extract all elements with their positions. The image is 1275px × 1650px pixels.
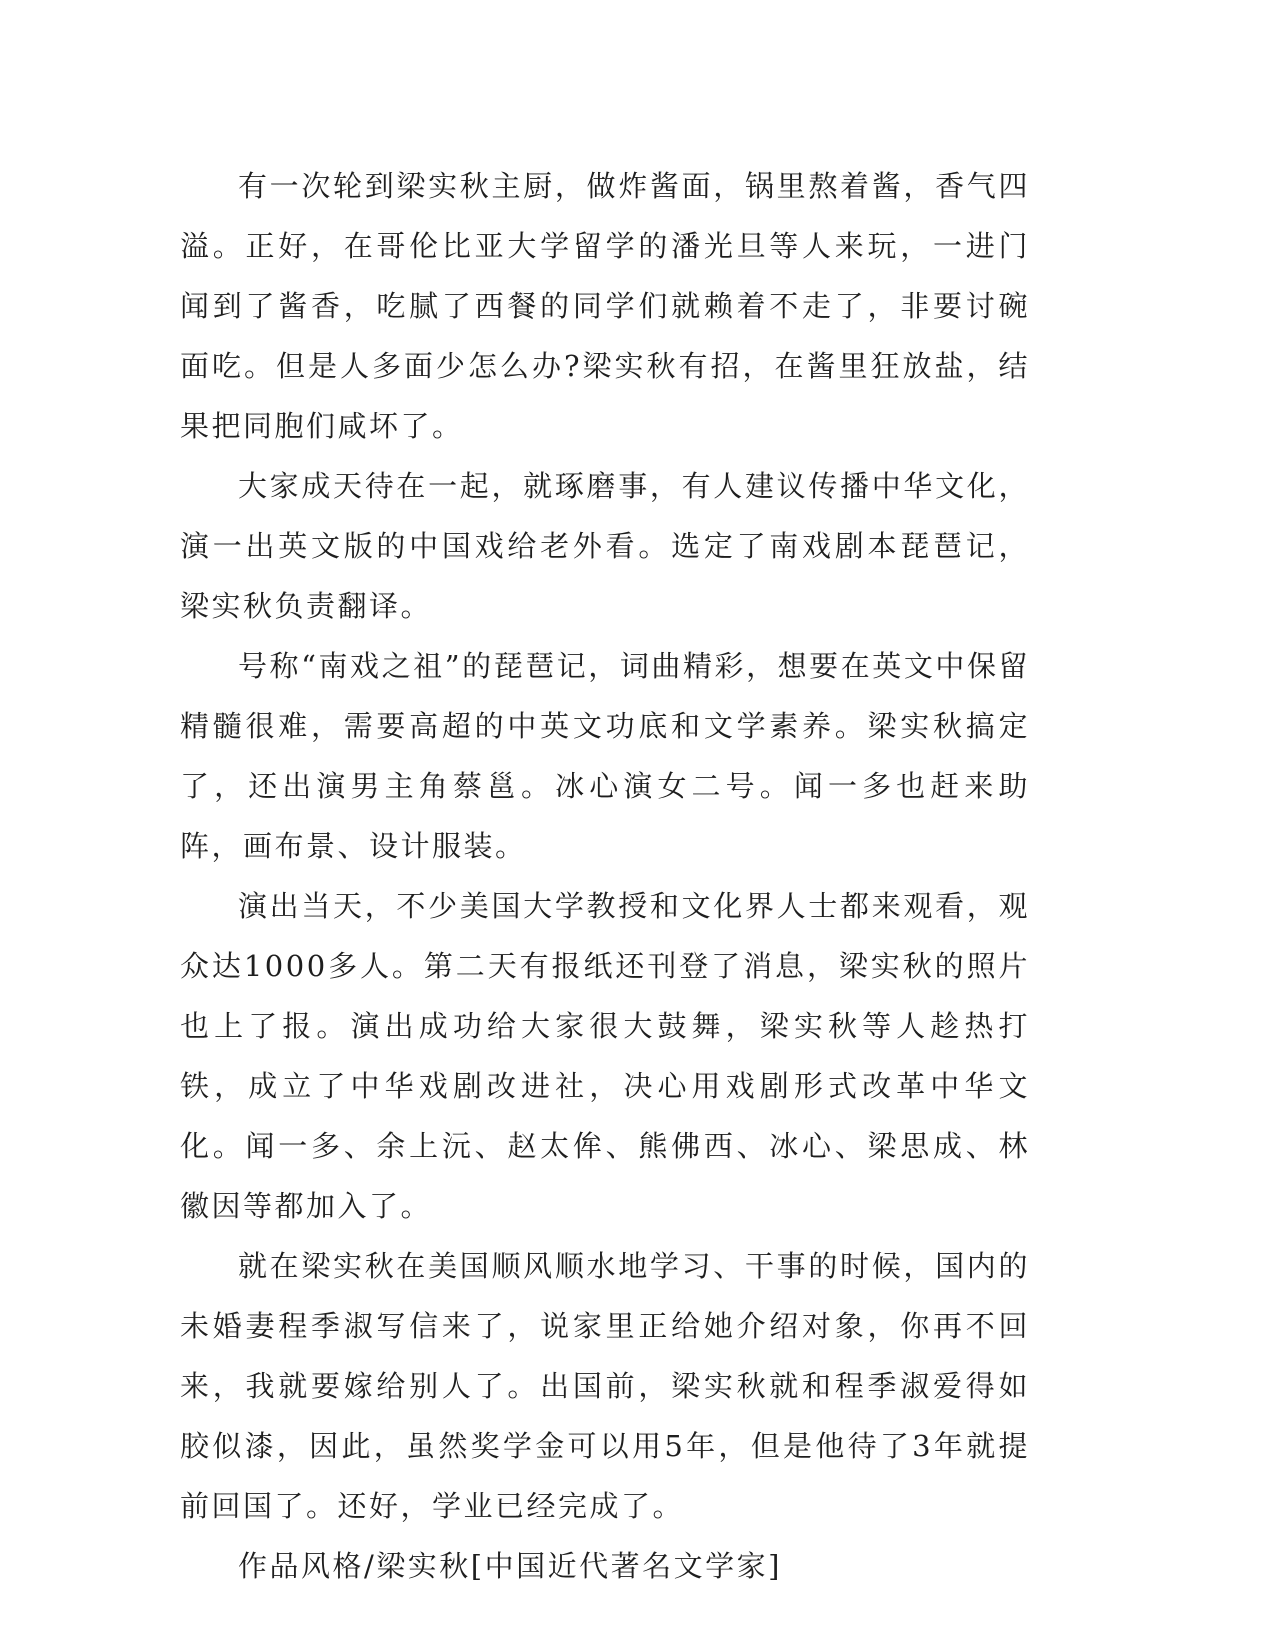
document-body	[180, 156, 1030, 1596]
paragraph-performance: 演出当天，不少美国大学教授和文化界人士都来观看，观众达1000多人。第二天有报纸还刊登了消息，梁实秋的照片也上了报。演出成功给大家很大鼓舞，梁实秋等人趁热打铁，成立了中华戏剧改进社，决心用戏剧形式改革中华文化。闻一多、余上沅、赵太侔、熊佛西、冰心、梁思成、林徽因等都加入了。	[180, 889, 1030, 1223]
paragraph-cooking: 有一次轮到梁实秋主厨，做炸酱面，锅里熬着酱，香气四溢。正好，在哥伦比亚大学留学的潘光旦等人来玩，一进门闻到了酱香，吃腻了西餐的同学们就赖着不走了，非要讨碗面吃。但是人多面少怎么办?梁实秋有招，在酱里狂放盐，结果把同胞们咸坏了。	[180, 169, 1030, 443]
paragraph-return-home: 就在梁实秋在美国顺风顺水地学习、干事的时候，国内的未婚妻程季淑写信来了，说家里正给她介绍对象，你再不回来，我就要嫁给别人了。出国前，梁实秋就和程季淑爱得如胶似漆，因此，虽然奖学金可以用5年，但是他待了3年就提前回国了。还好，学业已经完成了。	[180, 1249, 1030, 1523]
paragraph-pipa-translation: 号称“南戏之祖”的琵琶记，词曲精彩，想要在英文中保留精髓很难，需要高超的中英文功底和文学素养。梁实秋搞定了，还出演男主角蔡邕。冰心演女二号。闻一多也赶来助阵，画布景、设计服装。	[180, 649, 1030, 863]
paragraph-drama-idea: 大家成天待在一起，就琢磨事，有人建议传播中华文化，演一出英文版的中国戏给老外看。选定了南戏剧本琵琶记，梁实秋负责翻译。	[180, 469, 1030, 623]
section-heading: 作品风格/梁实秋[中国近代著名文学家]	[238, 1549, 782, 1583]
